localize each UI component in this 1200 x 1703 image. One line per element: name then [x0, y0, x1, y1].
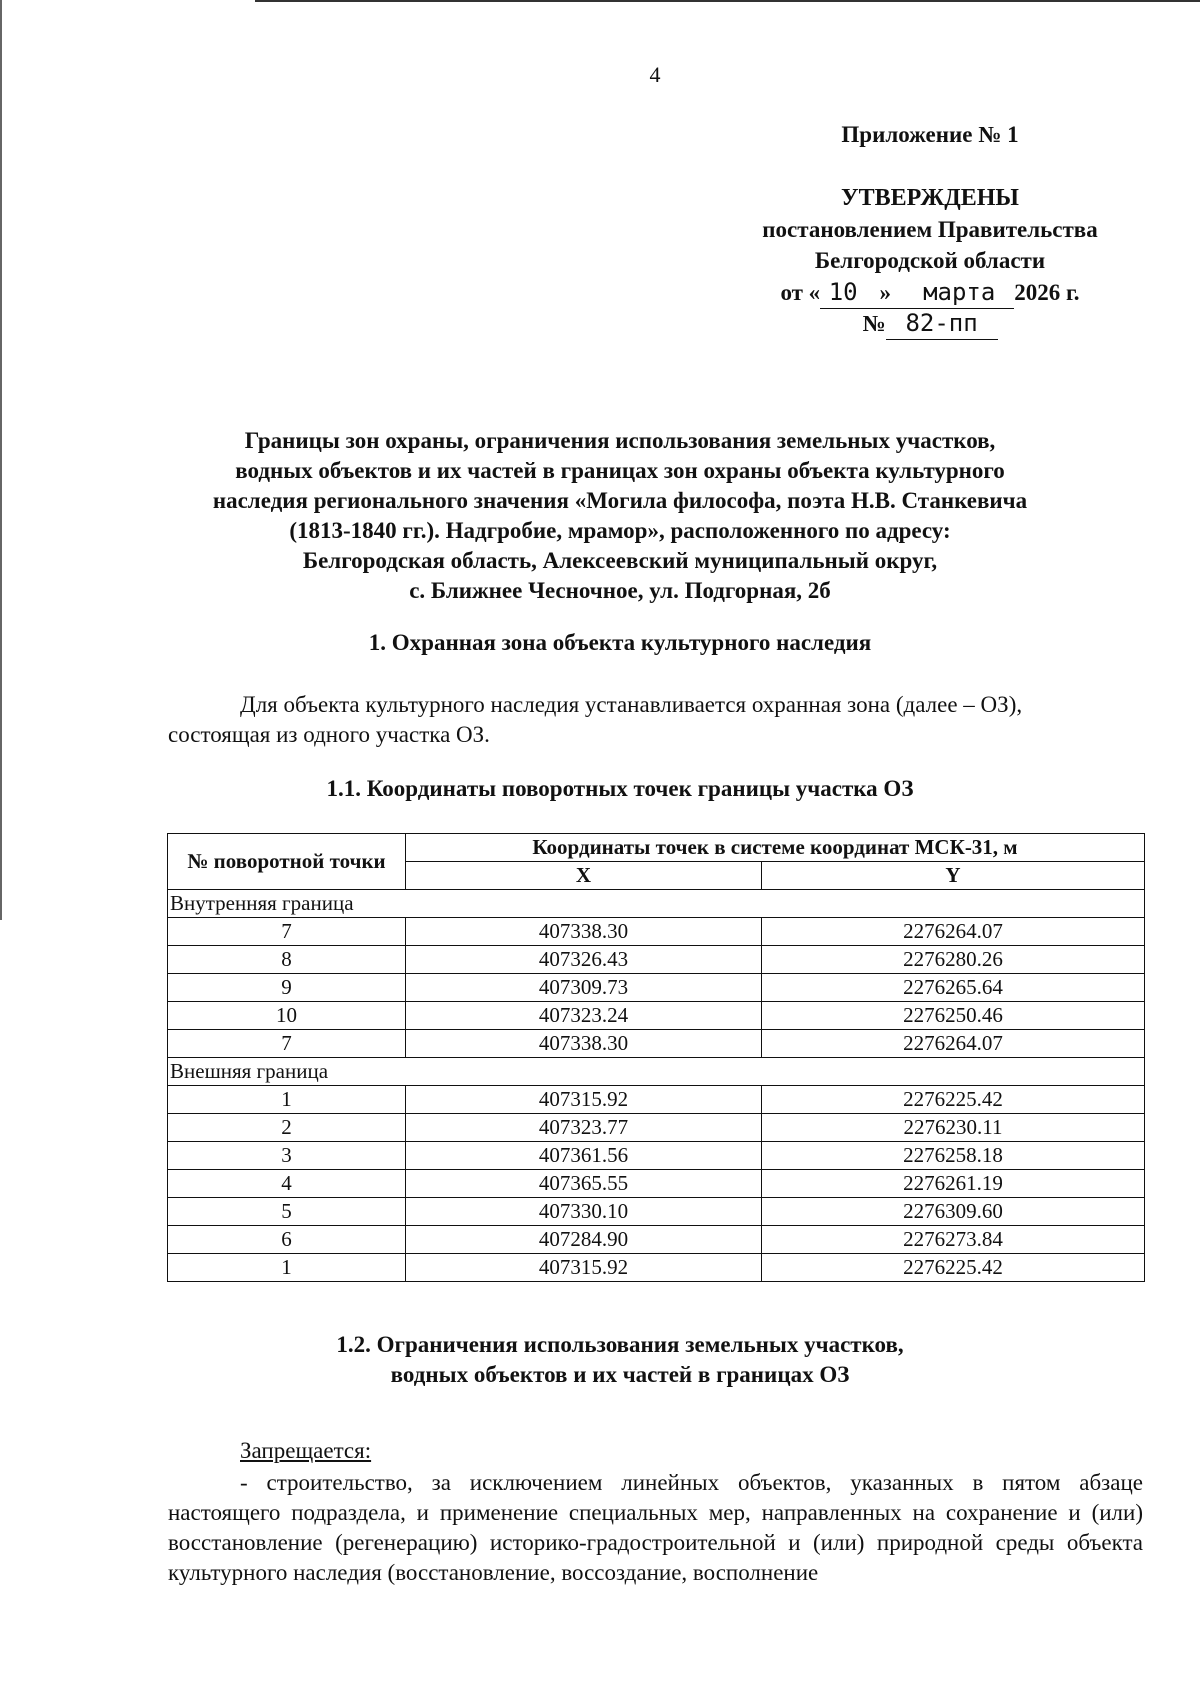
date-month: марта: [923, 278, 996, 306]
point-cell: 1: [168, 1086, 406, 1114]
x-cell: 407315.92: [406, 1254, 762, 1282]
y-cell: 2276264.07: [762, 918, 1145, 946]
body-first-line: - строительство, за исключением линейных объектов, указанных в пятом абзаце: [240, 1470, 1143, 1495]
boundary-group-row: [168, 890, 1145, 918]
number-value: 82-пп: [905, 309, 978, 337]
x-cell: 407326.43: [406, 946, 762, 974]
page-number: 4: [649, 62, 661, 87]
section-1-paragraph: [168, 690, 1143, 750]
table-row: [168, 974, 1145, 1002]
date-day-field: [820, 277, 866, 309]
y-cell: 2276230.11: [762, 1114, 1145, 1142]
date-month-field: [904, 277, 1014, 309]
boundary-group-label: Внешняя граница: [168, 1058, 1145, 1086]
body-rest: настоящего подраздела, и применение специальных мер, направленных на сохранение и (или) восстановление (регенерацию) историко-градостроительной и (или) природной среды объекта культурного наследия (восстановление, воссоздание, восполнение: [168, 1500, 1143, 1585]
y-cell: 2276250.46: [762, 1002, 1145, 1030]
date-prefix: от «: [780, 280, 821, 305]
section-1-1-heading: 1.1. Координаты поворотных точек границы участка ОЗ: [326, 776, 914, 801]
title-line: наследия регионального значения «Могила философа, поэта Н.В. Станкевича: [212, 488, 1028, 513]
table-row: [168, 1198, 1145, 1226]
y-cell: 2276280.26: [762, 946, 1145, 974]
y-cell: 2276273.84: [762, 1226, 1145, 1254]
point-cell: 7: [168, 918, 406, 946]
point-cell: 8: [168, 946, 406, 974]
coordinates-table: [167, 833, 1145, 1282]
appendix-label: Приложение № 1: [841, 122, 1019, 147]
title-line: Границы зон охраны, ограничения использования земельных участков,: [244, 428, 996, 453]
point-cell: 2: [168, 1114, 406, 1142]
x-cell: 407361.56: [406, 1142, 762, 1170]
date-year: 2026 г.: [1014, 280, 1080, 305]
x-cell: 407365.55: [406, 1170, 762, 1198]
point-cell: 9: [168, 974, 406, 1002]
boundary-group-row: [168, 1058, 1145, 1086]
section-1-2-body: [168, 1468, 1143, 1588]
table-row: [168, 1254, 1145, 1282]
table-row: [168, 1086, 1145, 1114]
table-row: [168, 946, 1145, 974]
point-cell: 3: [168, 1142, 406, 1170]
title-line: (1813-1840 гг.). Надгробие, мрамор», расположенного по адресу:: [289, 518, 951, 543]
y-cell: 2276264.07: [762, 1030, 1145, 1058]
number-prefix: №: [862, 311, 886, 336]
approved-label: УТВЕРЖДЕНЫ: [841, 185, 1019, 211]
table-row: [168, 1170, 1145, 1198]
coordinates-table-body: [168, 890, 1145, 1282]
y-cell: 2276225.42: [762, 1086, 1145, 1114]
title-line: с. Ближнее Чесночное, ул. Подгорная, 2б: [409, 578, 831, 603]
x-cell: 407338.30: [406, 1030, 762, 1058]
point-cell: 4: [168, 1170, 406, 1198]
section-1-2-heading: [150, 1330, 1090, 1390]
x-cell: 407323.77: [406, 1114, 762, 1142]
date-mid: »: [866, 278, 904, 309]
heading-line: водных объектов и их частей в границах ОЗ: [390, 1362, 850, 1387]
table-row: [168, 1002, 1145, 1030]
x-cell: 407309.73: [406, 974, 762, 1002]
title-line: Белгородская область, Алексеевский муниципальный округ,: [302, 548, 938, 573]
approval-line-1: постановлением Правительства: [762, 217, 1098, 242]
approval-number: [700, 308, 1160, 340]
y-cell: 2276225.42: [762, 1254, 1145, 1282]
y-cell: 2276261.19: [762, 1170, 1145, 1198]
point-cell: 1: [168, 1254, 406, 1282]
x-cell: 407284.90: [406, 1226, 762, 1254]
point-cell: 6: [168, 1226, 406, 1254]
approval-date: [700, 277, 1160, 309]
coords-system-header: Координаты точек в системе координат МСК-31, м: [406, 834, 1145, 862]
y-column-header: Y: [762, 862, 1145, 890]
paragraph-line: состоящая из одного участка ОЗ.: [168, 722, 490, 747]
x-cell: 407338.30: [406, 918, 762, 946]
x-cell: 407330.10: [406, 1198, 762, 1226]
title-line: водных объектов и их частей в границах зон охраны объекта культурного: [235, 458, 1005, 483]
table-row: [168, 1226, 1145, 1254]
document-title: [150, 426, 1090, 606]
date-day: 10: [828, 278, 858, 306]
number-field: [886, 308, 998, 340]
x-cell: 407315.92: [406, 1086, 762, 1114]
point-cell: 10: [168, 1002, 406, 1030]
paragraph-line: Для объекта культурного наследия устанавливается охранная зона (далее – ОЗ),: [240, 692, 1023, 717]
table-row: [168, 918, 1145, 946]
x-column-header: X: [406, 862, 762, 890]
boundary-group-label: Внутренняя граница: [168, 890, 1145, 918]
approval-line-2: Белгородской области: [814, 248, 1046, 273]
section-1-heading: 1. Охранная зона объекта культурного наследия: [368, 630, 872, 655]
scan-top-edge: [255, 0, 1200, 2]
heading-line: 1.2. Ограничения использования земельных участков,: [336, 1332, 904, 1357]
y-cell: 2276309.60: [762, 1198, 1145, 1226]
forbidden-label: Запрещается:: [240, 1438, 372, 1463]
y-cell: 2276265.64: [762, 974, 1145, 1002]
table-row: [168, 1142, 1145, 1170]
table-row: [168, 1030, 1145, 1058]
point-cell: 5: [168, 1198, 406, 1226]
table-row: [168, 1114, 1145, 1142]
x-cell: 407323.24: [406, 1002, 762, 1030]
scan-left-edge: [0, 0, 2, 920]
y-cell: 2276258.18: [762, 1142, 1145, 1170]
point-number-header: № поворотной точки: [168, 834, 406, 890]
point-cell: 7: [168, 1030, 406, 1058]
